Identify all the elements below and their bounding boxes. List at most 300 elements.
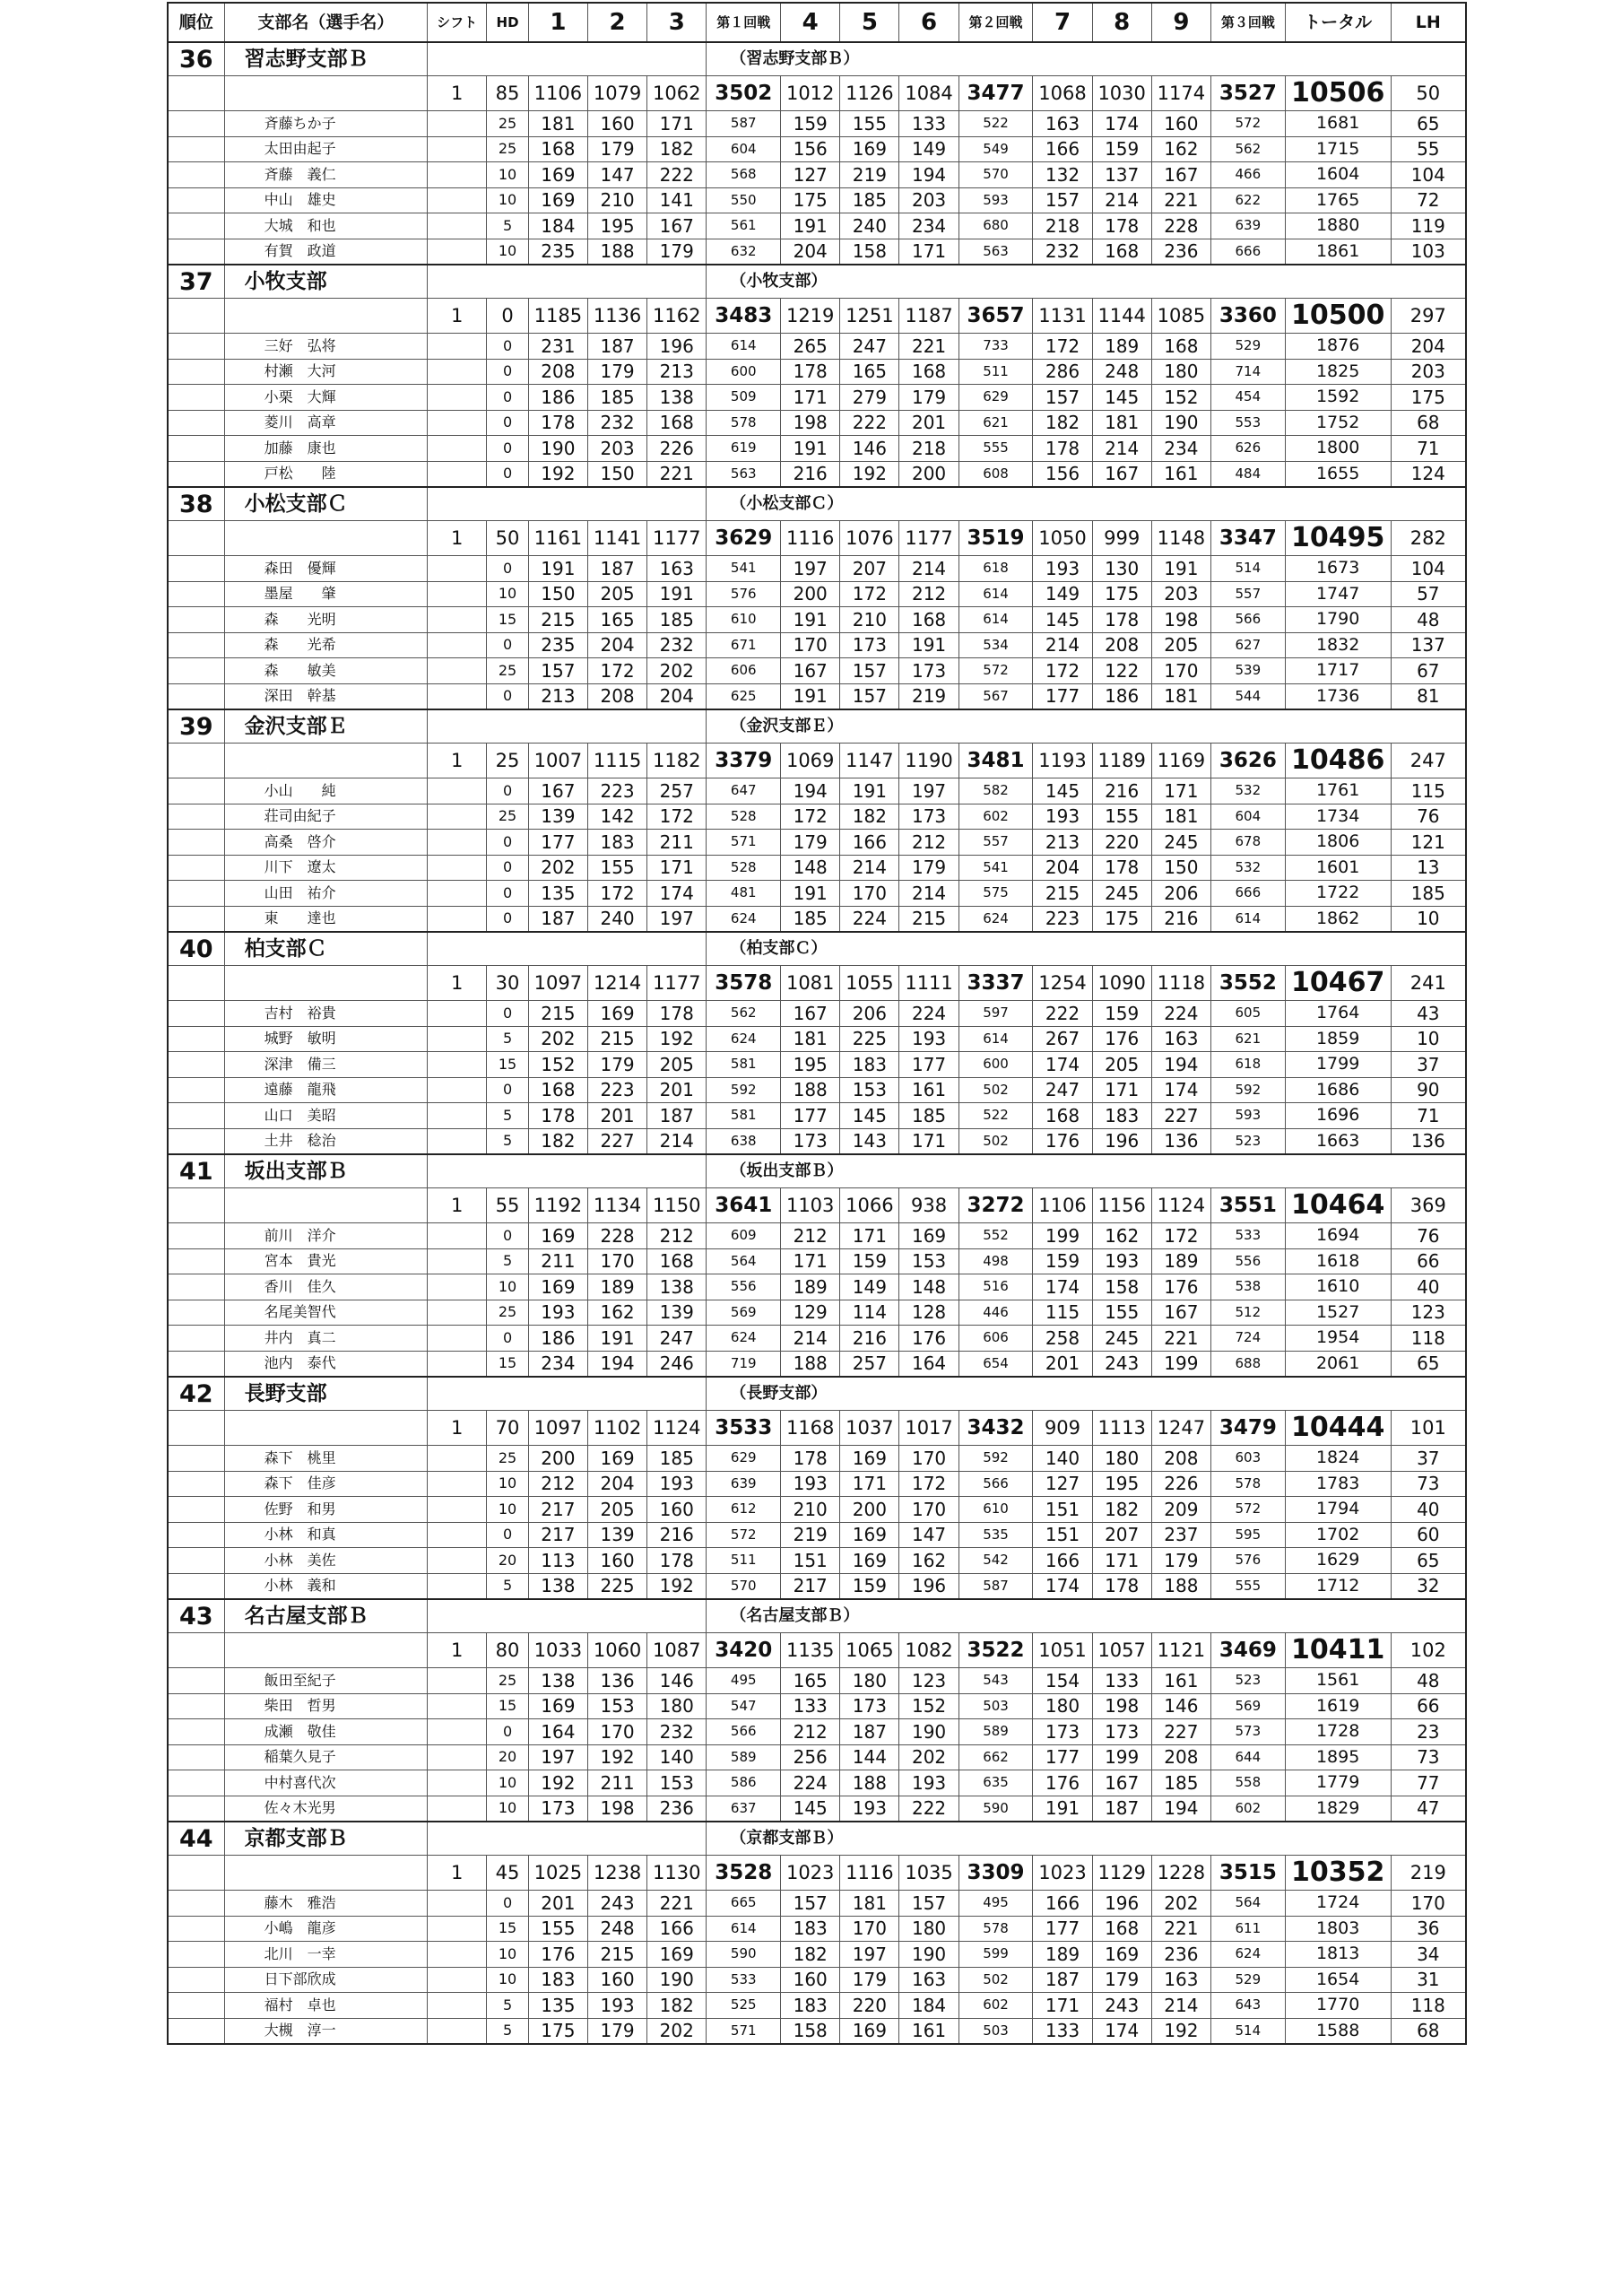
player-total: 1619	[1285, 1693, 1391, 1719]
player-game-5: 172	[840, 581, 899, 607]
player-series-3: 592	[1210, 1077, 1285, 1103]
player-lh: 118	[1391, 1993, 1466, 2019]
rank-blank	[168, 1548, 224, 1574]
player-series-3: 611	[1210, 1916, 1285, 1942]
player-game-1: 184	[528, 213, 587, 239]
player-total: 1779	[1285, 1770, 1391, 1796]
player-total: 1715	[1285, 136, 1391, 162]
player-game-1: 169	[528, 1223, 587, 1249]
player-game-5: 170	[840, 881, 899, 907]
player-game-3: 222	[647, 162, 707, 188]
team-header-row	[168, 42, 1466, 76]
player-game-4: 151	[781, 1548, 840, 1574]
player-game-1: 178	[528, 1103, 587, 1129]
shift-blank	[428, 1077, 487, 1103]
player-game-3: 168	[647, 410, 707, 436]
player-total: 1825	[1285, 359, 1391, 385]
team-game-7: 1050	[1033, 521, 1092, 556]
player-series-3: 627	[1210, 632, 1285, 658]
player-series-3: 533	[1210, 1223, 1285, 1249]
player-game-3: 191	[647, 581, 707, 607]
player-game-8: 199	[1092, 1744, 1151, 1770]
player-game-4: 191	[781, 213, 840, 239]
player-game-4: 159	[781, 111, 840, 137]
player-lh: 23	[1391, 1719, 1466, 1745]
player-game-6: 221	[899, 334, 958, 360]
player-game-7: 166	[1033, 136, 1092, 162]
player-game-6: 197	[899, 778, 958, 804]
player-game-1: 138	[528, 1573, 587, 1599]
team-summary-row	[168, 1856, 1466, 1891]
team-lh: 241	[1391, 966, 1466, 1001]
header-lh: LH	[1391, 3, 1466, 42]
player-hd: 25	[487, 1668, 529, 1694]
player-name: 森 光明	[224, 607, 428, 633]
shift-blank	[428, 906, 487, 932]
player-hd: 15	[487, 1916, 529, 1942]
team-shift: 1	[428, 521, 487, 556]
player-row	[168, 1573, 1466, 1599]
rank-blank	[168, 1693, 224, 1719]
player-game-5: 183	[840, 1052, 899, 1078]
player-game-9: 237	[1151, 1522, 1210, 1548]
team-series-1: 3641	[707, 1188, 781, 1223]
player-game-1: 192	[528, 1770, 587, 1796]
player-total: 1696	[1285, 1103, 1391, 1129]
player-series-2: 566	[958, 1471, 1033, 1497]
player-game-8: 171	[1092, 1548, 1151, 1574]
rank-blank	[168, 1522, 224, 1548]
player-game-5: 114	[840, 1300, 899, 1326]
player-game-7: 187	[1033, 1967, 1092, 1993]
player-series-3: 512	[1210, 1300, 1285, 1326]
team-total: 10486	[1285, 744, 1391, 778]
player-row	[168, 1967, 1466, 1993]
rank-blank	[168, 1188, 224, 1223]
player-series-3: 514	[1210, 2018, 1285, 2044]
player-game-5: 181	[840, 1891, 899, 1917]
player-series-2: 516	[958, 1274, 1033, 1300]
player-game-8: 245	[1092, 1326, 1151, 1352]
player-game-4: 204	[781, 239, 840, 265]
player-name: 戸松 陸	[224, 461, 428, 487]
player-game-3: 171	[647, 111, 707, 137]
team-game-5: 1037	[840, 1411, 899, 1446]
player-game-5: 143	[840, 1128, 899, 1154]
player-game-2: 208	[587, 683, 646, 709]
player-game-1: 173	[528, 1796, 587, 1822]
player-hd: 0	[487, 881, 529, 907]
player-name: 福村 卓也	[224, 1993, 428, 2019]
player-game-6: 173	[899, 658, 958, 684]
player-total: 1813	[1285, 1942, 1391, 1968]
shift-blank	[428, 1719, 487, 1745]
player-game-4: 191	[781, 436, 840, 462]
player-name: 小林 和真	[224, 1522, 428, 1548]
player-lh: 68	[1391, 2018, 1466, 2044]
player-game-8: 187	[1092, 1796, 1151, 1822]
player-lh: 31	[1391, 1967, 1466, 1993]
player-game-9: 234	[1151, 436, 1210, 462]
player-series-3: 569	[1210, 1693, 1285, 1719]
player-game-1: 186	[528, 385, 587, 411]
rank-blank	[168, 1446, 224, 1472]
player-lh: 57	[1391, 581, 1466, 607]
player-game-5: 193	[840, 1796, 899, 1822]
rank-blank	[168, 744, 224, 778]
player-game-9: 202	[1151, 1891, 1210, 1917]
player-game-6: 168	[899, 607, 958, 633]
player-series-1: 571	[707, 2018, 781, 2044]
team-lh: 101	[1391, 1411, 1466, 1446]
rank-blank	[168, 1916, 224, 1942]
shift-blank	[428, 1668, 487, 1694]
player-total: 1747	[1285, 581, 1391, 607]
player-lh: 103	[1391, 239, 1466, 265]
player-lh: 71	[1391, 1103, 1466, 1129]
player-game-2: 215	[587, 1026, 646, 1052]
rank-blank	[168, 1001, 224, 1027]
player-game-7: 132	[1033, 162, 1092, 188]
team-shift: 1	[428, 966, 487, 1001]
team-summary-row	[168, 1188, 1466, 1223]
player-game-3: 232	[647, 1719, 707, 1745]
player-hd: 15	[487, 1351, 529, 1377]
player-game-1: 191	[528, 556, 587, 582]
team-header-row	[168, 932, 1466, 966]
player-game-1: 150	[528, 581, 587, 607]
player-game-1: 169	[528, 1693, 587, 1719]
player-series-3: 605	[1210, 1001, 1285, 1027]
player-total: 1724	[1285, 1891, 1391, 1917]
player-game-4: 178	[781, 1446, 840, 1472]
team-game-7: 1051	[1033, 1633, 1092, 1668]
player-series-1: 571	[707, 830, 781, 856]
player-game-7: 151	[1033, 1497, 1092, 1523]
player-game-3: 172	[647, 804, 707, 830]
player-hd: 5	[487, 2018, 529, 2044]
player-series-1: 564	[707, 1248, 781, 1274]
player-name: 宮本 貴光	[224, 1248, 428, 1274]
team-series-1: 3629	[707, 521, 781, 556]
player-hd: 10	[487, 1770, 529, 1796]
player-game-8: 195	[1092, 1471, 1151, 1497]
player-game-5: 169	[840, 1548, 899, 1574]
player-game-4: 178	[781, 359, 840, 385]
player-game-1: 231	[528, 334, 587, 360]
player-game-2: 160	[587, 1548, 646, 1574]
player-name: 加藤 康也	[224, 436, 428, 462]
player-game-1: 157	[528, 658, 587, 684]
rank-blank	[168, 1274, 224, 1300]
player-game-2: 187	[587, 334, 646, 360]
rank-blank	[168, 1300, 224, 1326]
player-game-5: 247	[840, 334, 899, 360]
player-game-8: 186	[1092, 683, 1151, 709]
player-lh: 204	[1391, 334, 1466, 360]
player-hd: 0	[487, 1326, 529, 1352]
player-series-3: 539	[1210, 658, 1285, 684]
player-game-3: 185	[647, 1446, 707, 1472]
player-game-9: 221	[1151, 187, 1210, 213]
player-game-7: 204	[1033, 855, 1092, 881]
player-game-1: 235	[528, 239, 587, 265]
player-game-9: 168	[1151, 334, 1210, 360]
player-game-8: 193	[1092, 1248, 1151, 1274]
team-total: 10467	[1285, 966, 1391, 1001]
player-row	[168, 1326, 1466, 1352]
header-total: トータル	[1285, 3, 1391, 42]
team-shift: 1	[428, 299, 487, 334]
shift-blank	[428, 1351, 487, 1377]
team-game-6: 938	[899, 1188, 958, 1223]
team-series-3: 3527	[1210, 76, 1285, 111]
player-game-6: 202	[899, 1744, 958, 1770]
rank-blank	[168, 1967, 224, 1993]
player-game-3: 138	[647, 1274, 707, 1300]
team-rank: 43	[168, 1599, 224, 1633]
player-game-9: 192	[1151, 2018, 1210, 2044]
rank-blank	[168, 136, 224, 162]
shift-blank	[428, 1993, 487, 2019]
team-game-2: 1238	[587, 1856, 646, 1891]
player-game-3: 213	[647, 359, 707, 385]
player-game-2: 170	[587, 1248, 646, 1274]
player-game-7: 157	[1033, 385, 1092, 411]
player-game-8: 168	[1092, 1916, 1151, 1942]
shift-blank	[428, 881, 487, 907]
player-name: 森下 桃里	[224, 1446, 428, 1472]
player-game-4: 193	[781, 1471, 840, 1497]
player-game-7: 177	[1033, 683, 1092, 709]
shift-blank	[428, 1522, 487, 1548]
player-game-5: 159	[840, 1248, 899, 1274]
player-game-9: 152	[1151, 385, 1210, 411]
player-game-3: 202	[647, 658, 707, 684]
player-game-1: 235	[528, 632, 587, 658]
player-series-3: 622	[1210, 187, 1285, 213]
player-hd: 0	[487, 830, 529, 856]
team-game-9: 1174	[1151, 76, 1210, 111]
team-game-6: 1190	[899, 744, 958, 778]
player-hd: 0	[487, 906, 529, 932]
player-game-2: 204	[587, 632, 646, 658]
player-game-8: 182	[1092, 1497, 1151, 1523]
player-game-4: 127	[781, 162, 840, 188]
player-game-4: 183	[781, 1916, 840, 1942]
rank-blank	[168, 1856, 224, 1891]
player-game-9: 228	[1151, 213, 1210, 239]
player-game-8: 169	[1092, 1942, 1151, 1968]
player-game-1: 183	[528, 1967, 587, 1993]
player-series-3: 678	[1210, 830, 1285, 856]
rank-blank	[168, 410, 224, 436]
player-series-1: 609	[707, 1223, 781, 1249]
team-game-3: 1177	[647, 966, 707, 1001]
player-hd: 0	[487, 683, 529, 709]
shift-blank	[428, 1300, 487, 1326]
team-game-5: 1126	[840, 76, 899, 111]
player-series-2: 543	[958, 1668, 1033, 1694]
player-game-1: 135	[528, 881, 587, 907]
team-header-blank	[428, 265, 707, 299]
rank-blank	[168, 1796, 224, 1822]
player-game-9: 236	[1151, 239, 1210, 265]
player-game-9: 203	[1151, 581, 1210, 607]
player-total: 1592	[1285, 385, 1391, 411]
player-series-2: 542	[958, 1548, 1033, 1574]
player-game-5: 170	[840, 1916, 899, 1942]
team-name-blank	[224, 1188, 428, 1223]
player-game-1: 193	[528, 1300, 587, 1326]
team-game-9: 1228	[1151, 1856, 1210, 1891]
player-game-9: 181	[1151, 804, 1210, 830]
rank-blank	[168, 881, 224, 907]
player-game-9: 194	[1151, 1796, 1210, 1822]
player-game-7: 286	[1033, 359, 1092, 385]
player-series-2: 541	[958, 855, 1033, 881]
team-game-7: 1131	[1033, 299, 1092, 334]
player-game-3: 180	[647, 1693, 707, 1719]
shift-blank	[428, 1326, 487, 1352]
player-series-2: 618	[958, 556, 1033, 582]
team-game-7: 1193	[1033, 744, 1092, 778]
player-series-1: 671	[707, 632, 781, 658]
player-hd: 0	[487, 632, 529, 658]
player-game-4: 194	[781, 778, 840, 804]
player-name: 池内 泰代	[224, 1351, 428, 1377]
player-series-2: 680	[958, 213, 1033, 239]
player-game-8: 171	[1092, 1077, 1151, 1103]
team-summary-row	[168, 299, 1466, 334]
player-name: 山田 祐介	[224, 881, 428, 907]
team-summary-row	[168, 744, 1466, 778]
team-name-blank	[224, 1856, 428, 1891]
player-series-3: 529	[1210, 1967, 1285, 1993]
team-game-1: 1025	[528, 1856, 587, 1891]
player-game-8: 137	[1092, 162, 1151, 188]
player-row	[168, 1796, 1466, 1822]
player-game-4: 177	[781, 1103, 840, 1129]
player-name: 森 光希	[224, 632, 428, 658]
player-game-5: 188	[840, 1770, 899, 1796]
header-series-3: 第３回戦	[1210, 3, 1285, 42]
rank-blank	[168, 804, 224, 830]
player-total: 1694	[1285, 1223, 1391, 1249]
player-game-4: 179	[781, 830, 840, 856]
player-game-7: 177	[1033, 1916, 1092, 1942]
player-game-3: 139	[647, 1300, 707, 1326]
player-game-3: 166	[647, 1916, 707, 1942]
player-game-8: 158	[1092, 1274, 1151, 1300]
header-game-9: 9	[1151, 3, 1210, 42]
shift-blank	[428, 1967, 487, 1993]
player-game-2: 160	[587, 111, 646, 137]
player-lh: 73	[1391, 1744, 1466, 1770]
player-total: 1800	[1285, 436, 1391, 462]
player-lh: 32	[1391, 1573, 1466, 1599]
player-total: 1618	[1285, 1248, 1391, 1274]
team-series-1: 3502	[707, 76, 781, 111]
player-game-5: 187	[840, 1719, 899, 1745]
team-name-blank	[224, 1411, 428, 1446]
team-game-6: 1035	[899, 1856, 958, 1891]
team-game-3: 1087	[647, 1633, 707, 1668]
player-row	[168, 1128, 1466, 1154]
team-hd: 30	[487, 966, 529, 1001]
player-game-5: 216	[840, 1326, 899, 1352]
player-hd: 10	[487, 1796, 529, 1822]
player-game-5: 169	[840, 2018, 899, 2044]
player-game-4: 170	[781, 632, 840, 658]
player-series-3: 558	[1210, 1770, 1285, 1796]
header-game-1: 1	[528, 3, 587, 42]
player-game-3: 174	[647, 881, 707, 907]
team-game-9: 1169	[1151, 744, 1210, 778]
player-game-3: 257	[647, 778, 707, 804]
player-game-7: 149	[1033, 581, 1092, 607]
player-game-9: 208	[1151, 1446, 1210, 1472]
player-series-2: 582	[958, 778, 1033, 804]
player-series-2: 555	[958, 436, 1033, 462]
player-game-4: 167	[781, 1001, 840, 1027]
team-hd: 55	[487, 1188, 529, 1223]
shift-blank	[428, 410, 487, 436]
player-game-9: 214	[1151, 1993, 1210, 2019]
team-shift: 1	[428, 1411, 487, 1446]
team-header-blank	[428, 487, 707, 521]
team-series-3: 3626	[1210, 744, 1285, 778]
player-game-9: 167	[1151, 1300, 1210, 1326]
player-series-1: 533	[707, 1967, 781, 1993]
player-game-9: 162	[1151, 136, 1210, 162]
player-name: 森田 優輝	[224, 556, 428, 582]
player-total: 1717	[1285, 658, 1391, 684]
player-series-2: 629	[958, 385, 1033, 411]
shift-blank	[428, 1223, 487, 1249]
player-game-4: 172	[781, 804, 840, 830]
player-game-1: 169	[528, 1274, 587, 1300]
player-game-6: 215	[899, 906, 958, 932]
player-series-3: 643	[1210, 1993, 1285, 2019]
player-lh: 40	[1391, 1497, 1466, 1523]
player-series-3: 556	[1210, 1248, 1285, 1274]
player-lh: 72	[1391, 187, 1466, 213]
rank-blank	[168, 521, 224, 556]
player-lh: 175	[1391, 385, 1466, 411]
player-series-1: 566	[707, 1719, 781, 1745]
rank-blank	[168, 299, 224, 334]
rank-blank	[168, 556, 224, 582]
player-row	[168, 658, 1466, 684]
player-game-5: 210	[840, 607, 899, 633]
player-total: 1876	[1285, 334, 1391, 360]
player-series-3: 644	[1210, 1744, 1285, 1770]
player-game-8: 175	[1092, 906, 1151, 932]
team-game-1: 1161	[528, 521, 587, 556]
shift-blank	[428, 1744, 487, 1770]
player-name: 城野 敏明	[224, 1026, 428, 1052]
team-series-3: 3515	[1210, 1856, 1285, 1891]
team-header-blank	[428, 1822, 707, 1856]
player-total: 1673	[1285, 556, 1391, 582]
player-game-2: 179	[587, 136, 646, 162]
player-row	[168, 1719, 1466, 1745]
team-game-1: 1106	[528, 76, 587, 111]
player-series-3: 544	[1210, 683, 1285, 709]
player-lh: 115	[1391, 778, 1466, 804]
team-game-4: 1168	[781, 1411, 840, 1446]
